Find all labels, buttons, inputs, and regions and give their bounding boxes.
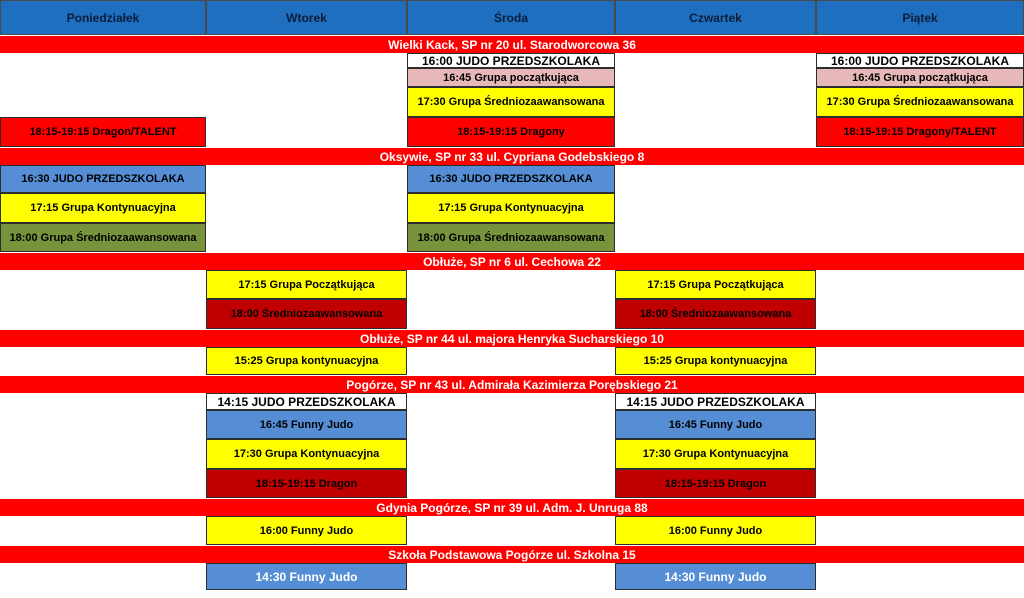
location-row: Oksywie, SP nr 33 ul. Cypriana Godebskiego 8 [0, 147, 1024, 165]
class-slot: 14:15 JUDO PRZEDSZKOLAKA [206, 393, 407, 410]
class-slot: 18:15-19:15 Dragony/TALENT [816, 117, 1024, 147]
day-header: Poniedziałek [0, 0, 206, 35]
class-slot: 14:30 Funny Judo [206, 563, 407, 590]
class-slot: 18:15-19:15 Dragon [206, 469, 407, 498]
class-slot: 16:00 Funny Judo [615, 516, 816, 545]
class-slot: 17:30 Grupa Kontynuacyjna [615, 439, 816, 469]
class-slot: 18:15-19:15 Dragon [615, 469, 816, 498]
class-slot: 18:00 Grupa Średniozaawansowana [407, 223, 615, 252]
class-slot: 17:30 Grupa Średniozaawansowana [816, 87, 1024, 117]
location-row: Gdynia Pogórze, SP nr 39 ul. Adm. J. Unruga 88 [0, 498, 1024, 516]
class-slot: 18:00 Średniozaawansowana [206, 299, 407, 329]
class-slot: 16:00 Funny Judo [206, 516, 407, 545]
class-slot: 16:30 JUDO PRZEDSZKOLAKA [407, 165, 615, 193]
class-slot: 17:15 Grupa Początkująca [615, 270, 816, 299]
class-slot: 17:30 Grupa Kontynuacyjna [206, 439, 407, 469]
class-slot: 16:45 Funny Judo [615, 410, 816, 439]
class-slot: 16:45 Grupa początkująca [816, 68, 1024, 87]
class-slot: 16:30 JUDO PRZEDSZKOLAKA [0, 165, 206, 193]
class-slot: 16:45 Grupa początkująca [407, 68, 615, 87]
day-header: Wtorek [206, 0, 407, 35]
location-row: Pogórze, SP nr 43 ul. Admirała Kazimierza Porębskiego 21 [0, 375, 1024, 393]
class-slot: 17:15 Grupa Kontynuacyjna [0, 193, 206, 223]
class-slot: 16:00 JUDO PRZEDSZKOLAKA [407, 53, 615, 68]
class-slot: 15:25 Grupa kontynuacyjna [615, 347, 816, 375]
class-slot: 17:15 Grupa Początkująca [206, 270, 407, 299]
class-slot: 18:00 Średniozaawansowana [615, 299, 816, 329]
class-slot: 18:15-19:15 Dragony [407, 117, 615, 147]
day-header: Piątek [816, 0, 1024, 35]
location-row: Obłuże, SP nr 6 ul. Cechowa 22 [0, 252, 1024, 270]
location-row: Wielki Kack, SP nr 20 ul. Starodworcowa 36 [0, 35, 1024, 53]
day-header: Środa [407, 0, 615, 35]
class-slot: 14:15 JUDO PRZEDSZKOLAKA [615, 393, 816, 410]
class-slot: 16:00 JUDO PRZEDSZKOLAKA [816, 53, 1024, 68]
class-slot: 14:30 Funny Judo [615, 563, 816, 590]
location-row: Szkoła Podstawowa Pogórze ul. Szkolna 15 [0, 545, 1024, 563]
class-slot: 17:30 Grupa Średniozaawansowana [407, 87, 615, 117]
class-slot: 15:25 Grupa kontynuacyjna [206, 347, 407, 375]
class-slot: 18:00 Grupa Średniozaawansowana [0, 223, 206, 252]
day-header: Czwartek [615, 0, 816, 35]
class-slot: 17:15 Grupa Kontynuacyjna [407, 193, 615, 223]
class-slot: 18:15-19:15 Dragon/TALENT [0, 117, 206, 147]
location-row: Obłuże, SP nr 44 ul. majora Henryka Sucharskiego 10 [0, 329, 1024, 347]
class-slot: 16:45 Funny Judo [206, 410, 407, 439]
